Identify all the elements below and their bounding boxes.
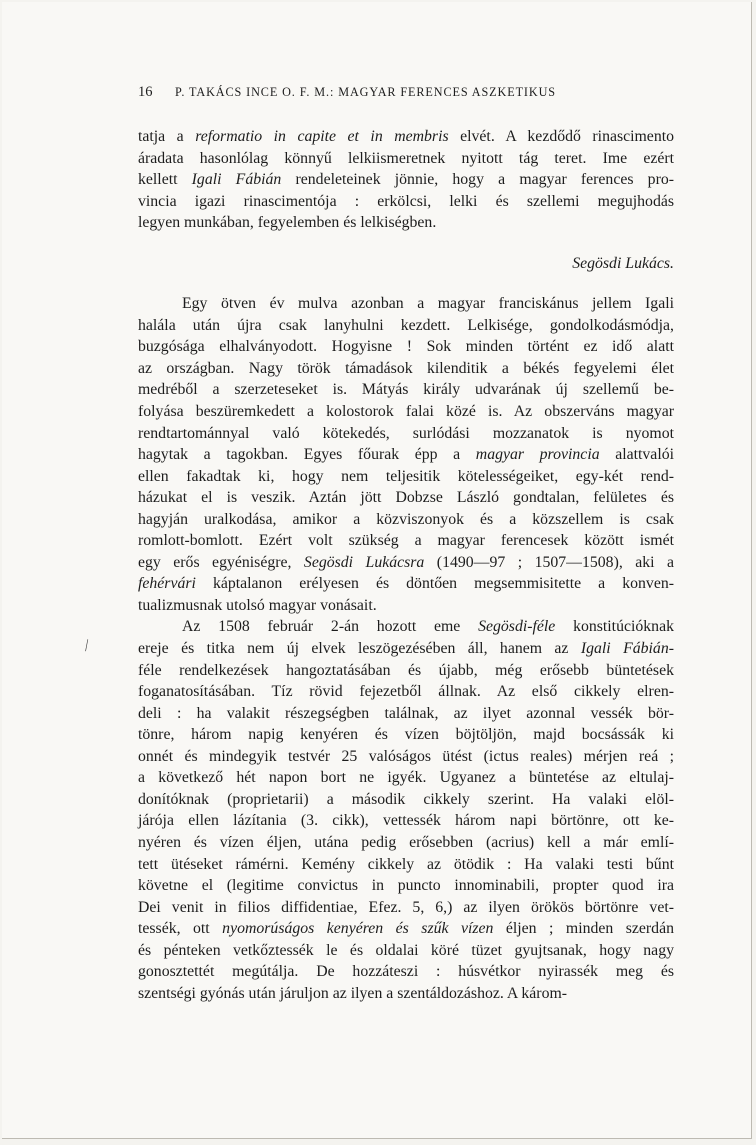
text-line: tualizmusnak utolsó magyar vonásait. bbox=[138, 596, 377, 614]
book-page bbox=[2, 2, 752, 1139]
text-line: Dei venit in filios diffidentiae, Efez. 5, 6,) az ilyen örökös börtönre vet- bbox=[138, 898, 674, 916]
text-line: deli : ha valakit részegségben találnak, az ilyet azonnal vessék bör- bbox=[138, 704, 674, 722]
text-line: nyéren és vízen éljen, utána pedig erősebben (acrius) kell a már emlí- bbox=[138, 833, 674, 851]
text-line: fehérvári káptalanon erélyesen és döntően megsemmisitette a konven- bbox=[138, 575, 674, 593]
text-line: áradata hasonlólag könnyű lelkiismeretnek nyitott tág teret. Ime ezért bbox=[138, 149, 674, 167]
text-line: féle rendelkezések hangoztatásában és újabb, még erősebb büntetések bbox=[138, 661, 674, 679]
text-line: tessék, ott nyomorúságos kenyéren és szűk vízen éljen ; minden szerdán bbox=[138, 920, 674, 938]
text-line: az országban. Nagy török támadások kilenditik a békés fegyelemi élet bbox=[138, 359, 674, 377]
text-line: ellen fakadtak ki, hogy nem teljesitik kötelességeiket, egy-két rend- bbox=[138, 467, 674, 485]
text-line: követne el (legitime convictus in puncto innominabili, propter quod ira bbox=[138, 877, 674, 895]
page-body bbox=[138, 126, 674, 1004]
text-line: hagyján uralkodása, amikor a közviszonyok és a közszellem is csak bbox=[138, 510, 674, 528]
text-line: tatja a reformatio in capite et in membris elvét. A kezdődő rinascimento bbox=[138, 128, 675, 145]
text-line: foganatosításában. Tíz rövid fejezetből állnak. Az első cikkely elren- bbox=[138, 683, 674, 701]
text-line: Egy ötven év mulva azonban a magyar franciskánus jellem Igali bbox=[182, 295, 674, 313]
text-line: járója ellen lázítania (3. cikk), vettessék három napi börtönre, ott ke- bbox=[138, 812, 674, 830]
text-line: folyása beszüremkedett a kolostorok falai közé is. Az obszerváns magyar bbox=[138, 403, 674, 421]
text-line: hagytak a tagokban. Egyes főurak épp a magyar provincia alattvalói bbox=[138, 446, 674, 464]
paragraph-2 bbox=[138, 293, 674, 616]
text-line: tett ütéseket rámérni. Kemény cikkely az ötödik : Ha valaki testi bűnt bbox=[138, 855, 674, 873]
text-line: romlott-bomlott. Ezért volt szükség a magyar ferencesek között ismét bbox=[138, 532, 674, 550]
text-line: halála után újra csak lanyhulni kezdett. Lelkisége, gondolkodásmódja, bbox=[138, 316, 674, 334]
paragraph-1 bbox=[138, 126, 674, 234]
text-line: gonosztettét megútálja. De hozzáteszi : húsvétkor nyirassék meg és bbox=[138, 963, 674, 981]
pencil-margin-mark: ⁄ bbox=[82, 638, 92, 654]
text-line: Az 1508 február 2-án hozott eme Segösdi-féle konstitúcióknak bbox=[182, 618, 674, 636]
paragraph-3 bbox=[138, 616, 674, 1004]
text-line: tönre, három napig kenyéren és vízen böjtöljön, majd bocsássák ki bbox=[138, 726, 674, 744]
text-line: és pénteken vetkőztessék le és oldalai köré tüzet gyujtsanak, hogy nagy bbox=[138, 941, 674, 959]
text-line: legyen munkában, fegyelemben és lelkiségben. bbox=[138, 214, 437, 232]
text-line: rendtartománnyal való kötekedés, surlódási mozzanatok is nyomot bbox=[138, 424, 674, 442]
text-line: onnét és mindegyik testvér 25 valóságos ütést (ictus reales) mérjen reá ; bbox=[138, 747, 674, 765]
text-line: a következő hét napon bort ne igyék. Ugyanez a büntetése az eltulaj- bbox=[138, 769, 674, 787]
running-title: P. TAKÁCS INCE O. F. M.: MAGYAR FERENCES ASZKETIKUS bbox=[175, 85, 556, 99]
text-line: vincia igazi rinascimentója : erkölcsi, lelki és szellemi megujhodás bbox=[138, 192, 674, 210]
running-header bbox=[138, 84, 674, 101]
page-number: 16 bbox=[138, 84, 153, 100]
text-line: szentségi gyónás után járuljon az ilyen a szentáldozáshoz. A károm- bbox=[138, 984, 568, 1002]
text-line: házukat el is veszik. Aztán jött Dobzse László gondtalan, felületes és bbox=[138, 489, 674, 507]
text-line: kellett Igali Fábián rendeleteinek jönnie, hogy a magyar ferences pro- bbox=[138, 171, 675, 189]
text-line: buzgósága elhalványodott. Hogyisne ! Sok minden történt ez idő alatt bbox=[138, 338, 674, 356]
text-line: egy erős egyéniségre, Segösdi Lukácsra (1490—97 ; 1507—1508), aki a bbox=[138, 553, 675, 571]
text-line: donítóknak (proprietarii) a második cikkely szerint. Ha valaki elöl- bbox=[138, 790, 674, 808]
text-line: medréből a szerzeteseket is. Mátyás király udvarának új szellemű be- bbox=[138, 381, 674, 399]
text-line: ereje és titka nem új elvek leszögezésében áll, hanem az Igali Fábián- bbox=[138, 640, 674, 658]
section-signature: Segösdi Lukács. bbox=[572, 254, 674, 272]
